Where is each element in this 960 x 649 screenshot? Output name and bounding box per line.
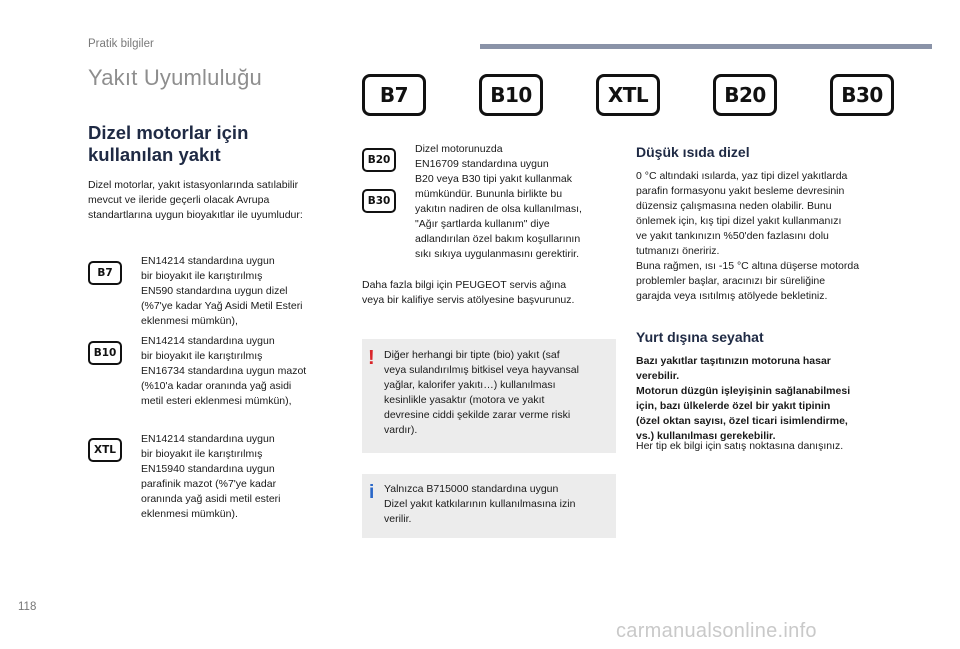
warning-text: Diğer herhangi bir tipte (bio) yakıt (saf veya sulandırılmış bitkisel veya hayvansal yağlar, kalorifer yakıtı…) kullanılması kesinlikle yasaktır (motora ve yakıt devresine ciddi şekilde zarar verme riski vardır). bbox=[384, 349, 579, 436]
travel-abroad-heading: Yurt dışına seyahat bbox=[636, 329, 764, 345]
section-label: Pratik bilgiler bbox=[88, 38, 154, 50]
warning-icon: ! bbox=[368, 347, 375, 369]
cold-weather-text: 0 °C altındaki ısılarda, yaz tipi dizel yakıtlarda parafin formasyonu yakıt besleme devresinin düzensiz çalışmasına neden olabilir. Bunu önlemek için, kış tipi dizel yakıt kullanmanızı ve yakıt tankınızın %50'den fazlasını dolu tutmanızı öneririz. Buna rağmen, ısı -15 °C altına düşerse motorda problemler başlar, aracınızı bir süreliğine garajda veya ısıtılmış atölyede bekletiniz. bbox=[636, 170, 860, 302]
b7-description: EN14214 standardına uygun bir bioyakıt ile karıştırılmış EN590 standardına uygun dizel (%7'ye kadar Yağ Asidi Metil Esteri eklenmesi mümkün), bbox=[141, 255, 303, 327]
diesel-intro-text: Dizel motorlar, yakıt istasyonlarında satılabilir mevcut ve ileride geçerli olacak Avrupa standartlarına uygun bioyakıtlar ile uyumludur: bbox=[88, 179, 303, 221]
b20-small-icon: B20 bbox=[362, 148, 396, 172]
info-icon: i bbox=[369, 482, 375, 503]
cold-weather-heading: Düşük ısıda dizel bbox=[636, 144, 750, 160]
diesel-fuel-heading: Dizel motorlar için kullanılan yakıt bbox=[88, 122, 249, 165]
badge-b30-icon: B30 bbox=[830, 74, 894, 116]
b30-small-icon: B30 bbox=[362, 189, 396, 213]
page-number: 118 bbox=[18, 601, 37, 613]
header-bar bbox=[480, 44, 932, 49]
page-title: Yakıt Uyumluluğu bbox=[88, 65, 262, 90]
badge-b7-icon: B7 bbox=[362, 74, 426, 116]
more-info-text: Daha fazla bilgi için PEUGEOT servis ağına veya bir kalifiye servis atölyesine başvurunuz. bbox=[362, 279, 575, 306]
b10-small-icon: B10 bbox=[88, 341, 122, 365]
badge-b10-icon: B10 bbox=[479, 74, 543, 116]
info-text: Yalnızca B715000 standardına uygun Dizel yakıt katkılarının kullanılmasına izin verilir. bbox=[384, 483, 576, 525]
b10-description: EN14214 standardına uygun bir bioyakıt ile karıştırılmış EN16734 standardına uygun mazot (%10'a kadar oranında yağ asidi metil esteri eklenmesi mümkün), bbox=[141, 335, 307, 407]
warning-box bbox=[362, 339, 616, 453]
badge-xtl-icon: XTL bbox=[596, 74, 660, 116]
info-box bbox=[362, 474, 616, 538]
watermark: carmanualsonline.info bbox=[616, 620, 817, 642]
xtl-description: EN14214 standardına uygun bir bioyakıt ile karıştırılmış EN15940 standardına uygun parafinik mazot (%7'ye kadar oranında yağ asidi metil esteri eklenmesi mümkün). bbox=[141, 433, 281, 520]
xtl-small-icon: XTL bbox=[88, 438, 122, 462]
travel-info-text: Her tip ek bilgi için satış noktasına danışınız. bbox=[636, 440, 844, 452]
badge-b20-icon: B20 bbox=[713, 74, 777, 116]
travel-warning-text: Bazı yakıtlar taşıtınızın motoruna hasar verebilir. Motorun düzgün işleyişinin sağlanabilmesi için, bazı ülkelerde özel bir yakıt tipinin (özel oktan sayısı, özel ticari isimlendirme, vs.) kullanılması gerekebilir. bbox=[636, 355, 851, 442]
b7-small-icon: B7 bbox=[88, 261, 122, 285]
b20-b30-description: Dizel motorunuzda EN16709 standardına uygun B20 veya B30 tipi yakıt kullanmak mümkündür. Bununla birlikte bu yakıtın nadiren de olsa kullanılması, "Ağır şartlarda kullanım" diye adlandırılan özel bakım koşullarının sıkı sıkıya uygulanmasını gerektirir. bbox=[415, 143, 582, 260]
